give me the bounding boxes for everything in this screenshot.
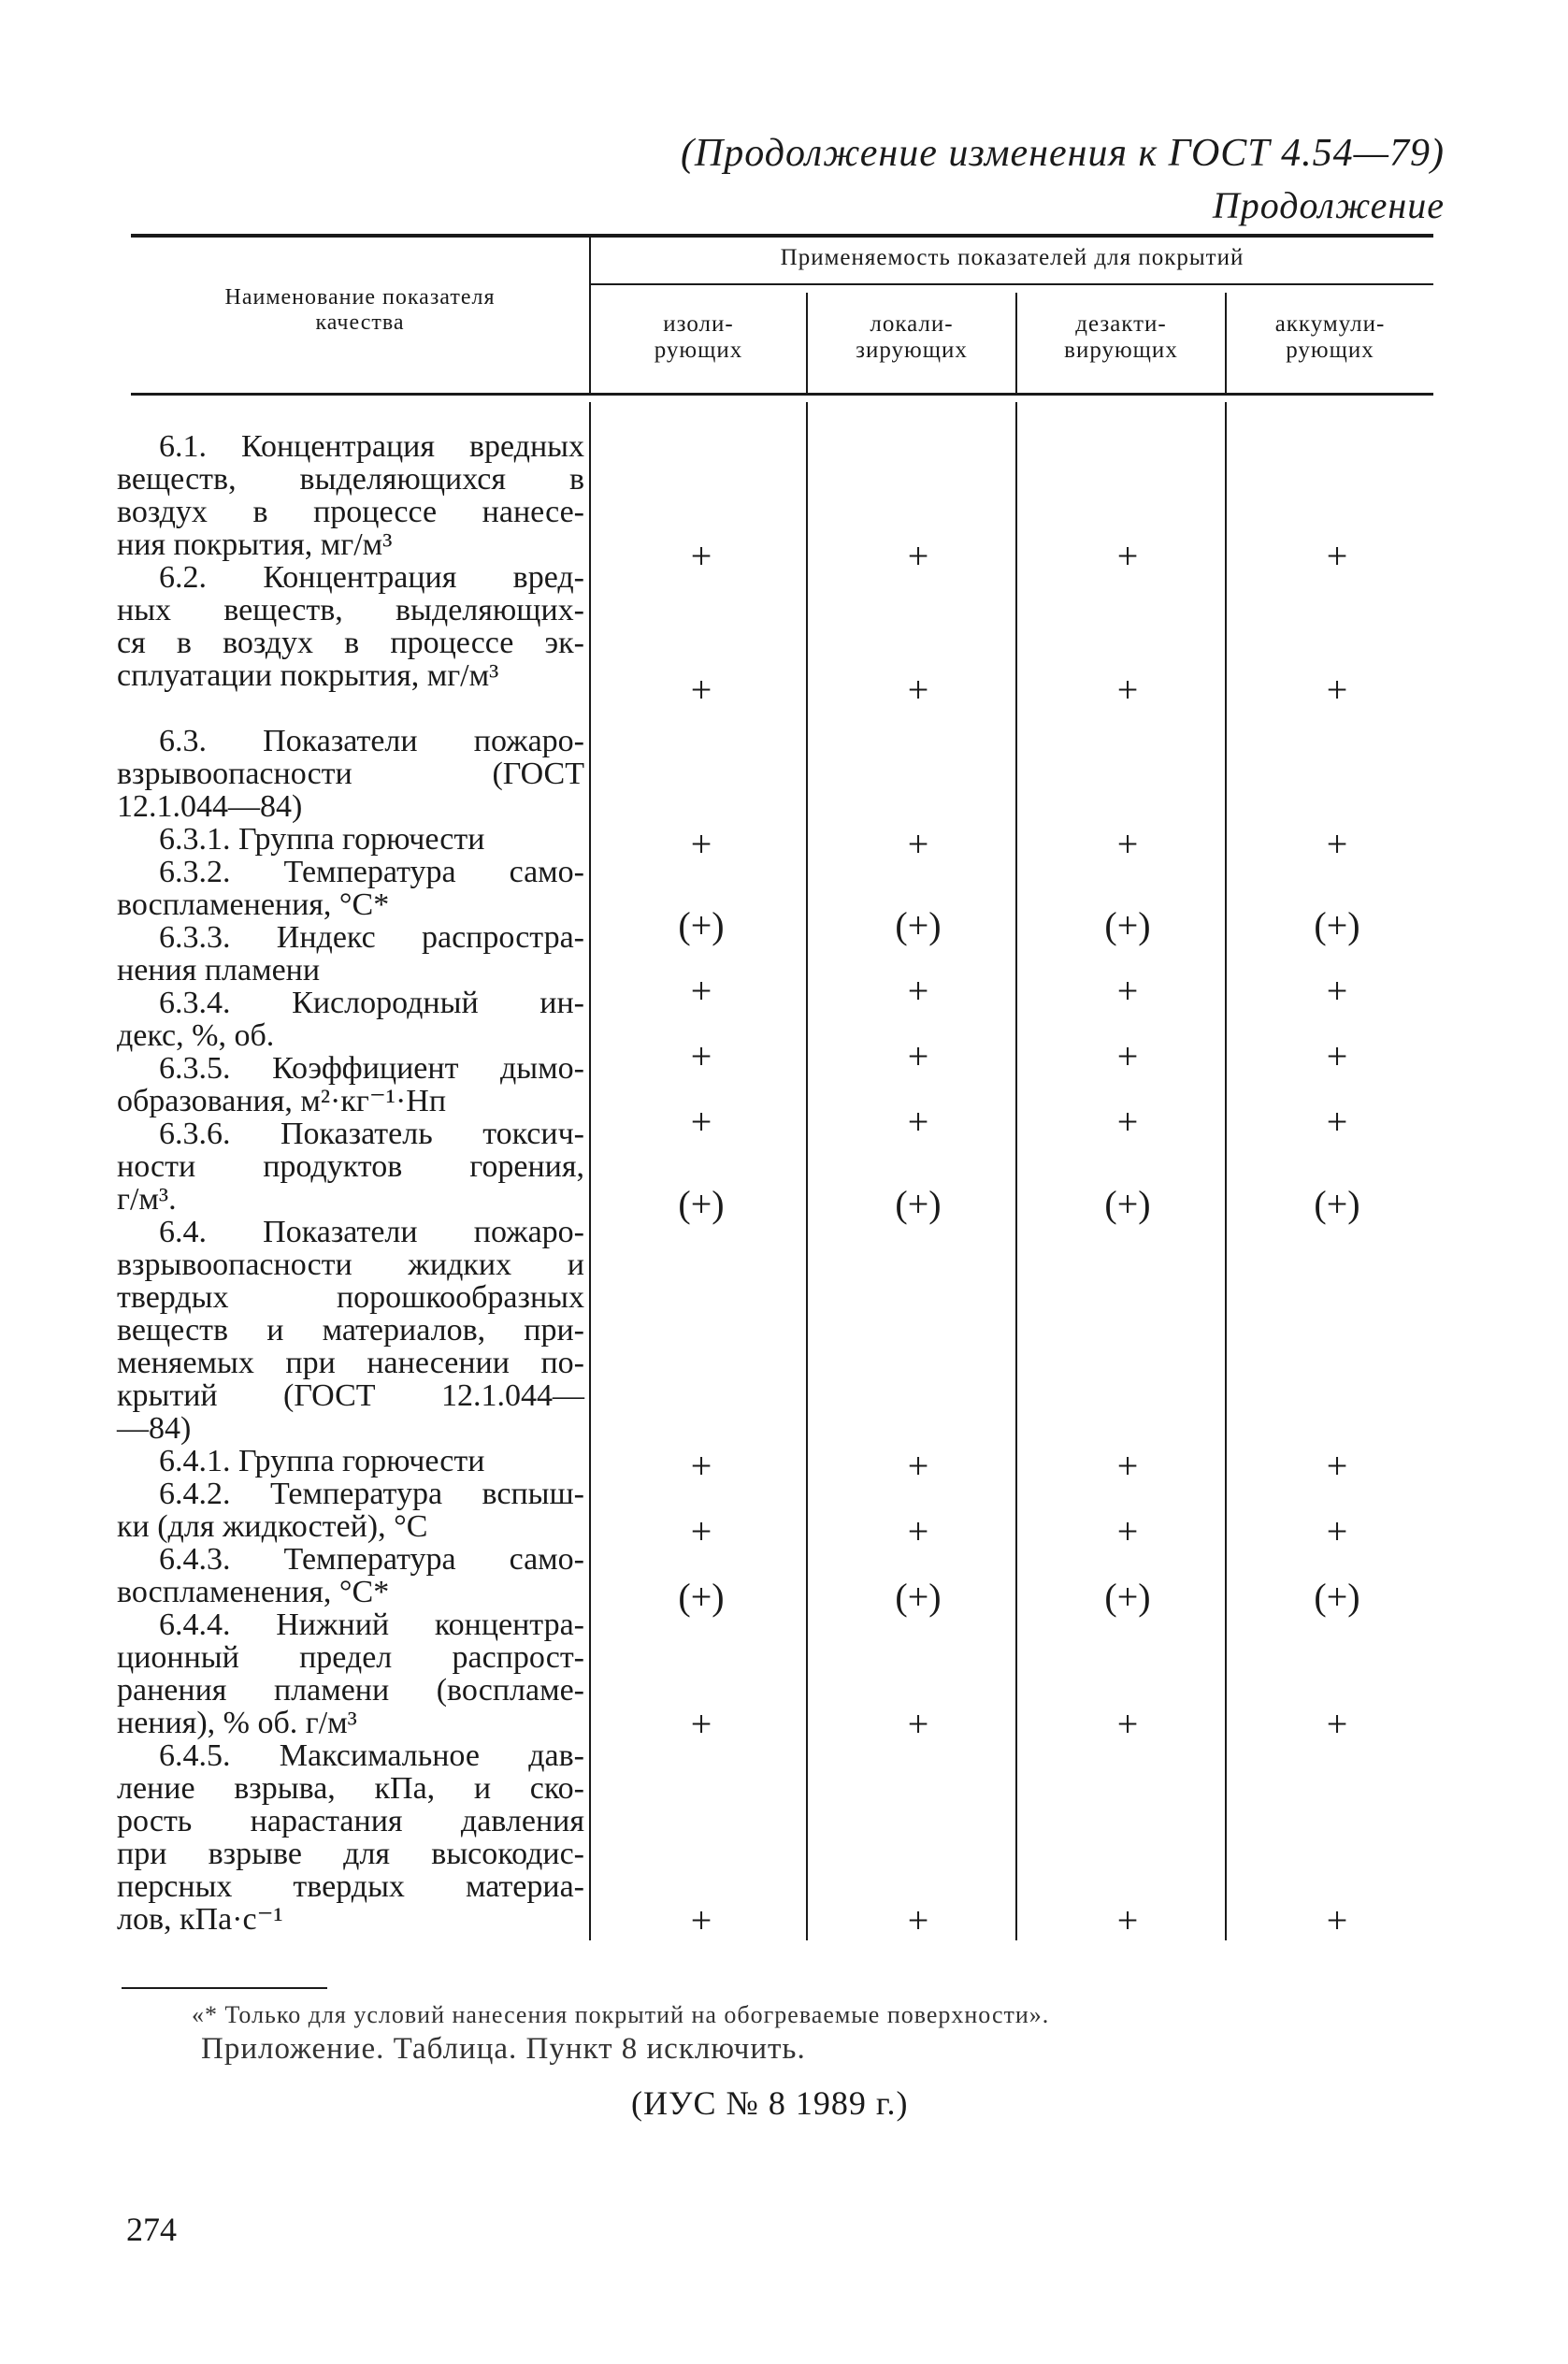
table-row-text-line: ционный предел распрост- [117, 1640, 584, 1675]
table-row-text-line: меняемых при нанесении по- [117, 1346, 584, 1380]
applicability-mark: + [690, 1703, 712, 1745]
table-row-text-line: рость нарастания давления [117, 1804, 584, 1838]
column-header-deactivating [1017, 311, 1225, 364]
table-row-text-line: нения), % об. г/м³ [117, 1706, 357, 1740]
table-row-text-line: 6.1. Концентрация вредных [159, 429, 584, 464]
applicability-mark: (+) [1104, 1182, 1151, 1225]
table-row-text-line: 6.3.5. Коэффициент дымо- [159, 1051, 584, 1086]
column-header-line: локали- [870, 311, 954, 337]
applicability-mark: + [907, 1444, 929, 1487]
applicability-mark: + [1116, 1101, 1139, 1143]
applicability-mark: (+) [1104, 1575, 1151, 1618]
table-row-text-line: г/м³. [117, 1182, 177, 1217]
footnote-rule [122, 1987, 327, 1989]
column-header-accumulating [1227, 311, 1433, 364]
column-header-localizing [808, 311, 1015, 364]
applicability-mark: + [907, 669, 929, 711]
table-row-text-line: воздух в процессе нанесе- [117, 495, 584, 529]
name-header-line: Наименование показателя [224, 285, 496, 310]
applicability-mark: + [907, 1101, 929, 1143]
applicability-mark: + [1326, 1899, 1348, 1941]
applicability-mark: + [690, 822, 712, 865]
column-header-line: зирующих [856, 338, 968, 363]
applicability-mark: (+) [1104, 904, 1151, 946]
table-row-text-line: взрывоопасности жидких и [117, 1247, 584, 1282]
table-row-text-line: ния покрытия, мг/м³ [117, 527, 393, 562]
table-row-text-line: образования, м²·кг⁻¹·Нп [117, 1084, 447, 1118]
applicability-mark: + [1326, 669, 1348, 711]
applicability-mark: + [690, 1899, 712, 1941]
applicability-mark: (+) [895, 1575, 942, 1618]
table-row-text-line: 6.4.1. Группа горючести [159, 1444, 485, 1478]
applicability-mark: + [1116, 822, 1139, 865]
table-row-text-line: взрывоопасности (ГОСТ [117, 757, 584, 791]
table-top-rule [131, 234, 1433, 238]
body-divider-2 [1015, 402, 1017, 1940]
applicability-mark: + [690, 534, 712, 577]
table-row-text-line: ление взрыва, кПа, и ско- [117, 1771, 584, 1806]
continuation-header: (Продолжение изменения к ГОСТ 4.54—79) [680, 132, 1445, 175]
table-row-text-line: при взрыве для высокодис- [117, 1837, 584, 1871]
column-header-line: рующих [654, 338, 743, 363]
applicability-mark: + [1326, 822, 1348, 865]
applicability-mark: + [690, 1509, 712, 1552]
table-row-text-line: ных веществ, выделяющих- [117, 593, 584, 627]
page-number: 274 [126, 2211, 177, 2248]
applicability-mark: + [907, 970, 929, 1012]
table-row-text-line: 6.3.3. Индекс распростра- [159, 920, 584, 955]
table-row-text-line: 6.3.1. Группа горючести [159, 822, 485, 857]
footnote: «* Только для условий нанесения покрытий на обогреваемые поверхности». [192, 2001, 1050, 2028]
table-row-text-line: 6.3.4. Кислородный ин- [159, 986, 584, 1020]
applicability-mark: + [1116, 534, 1139, 577]
applicability-mark: + [907, 1899, 929, 1941]
applicability-mark: + [1326, 1035, 1348, 1077]
applicability-mark: + [1116, 1035, 1139, 1077]
body-divider-name [589, 402, 591, 1940]
table-row-text-line: 6.3.2. Температура само- [159, 855, 584, 889]
applicability-mark: + [1116, 1703, 1139, 1745]
table-row-text-line: ранения пламени (воспламе- [117, 1673, 584, 1708]
applicability-mark: + [1326, 1703, 1348, 1745]
table-row-text-line: 6.4.2. Температура вспыш- [159, 1477, 584, 1511]
applicability-mark: (+) [678, 1575, 725, 1618]
source-reference: (ИУС № 8 1989 г.) [631, 2084, 909, 2122]
name-header-line: качества [315, 310, 405, 335]
applicability-mark: + [907, 1035, 929, 1077]
table-row-text-line: 6.4.4. Нижний концентра- [159, 1607, 584, 1642]
applicability-mark: + [907, 822, 929, 865]
table-row-text-line: 12.1.044—84) [117, 789, 303, 824]
body-divider-3 [1225, 402, 1227, 1940]
table-row-text-line: воспламенения, °С* [117, 1575, 390, 1609]
applicability-mark: + [1326, 970, 1348, 1012]
applicability-mark: (+) [895, 1182, 942, 1225]
table-row-text-line: веществ и материалов, при- [117, 1313, 584, 1348]
table-row-text-line: 6.3. Показатели пожаро- [159, 724, 584, 758]
name-column-header [140, 285, 580, 336]
applicability-mark: + [1116, 970, 1139, 1012]
applicability-mark: + [907, 534, 929, 577]
applicability-mark: + [1326, 1444, 1348, 1487]
column-header-line: дезакти- [1075, 311, 1167, 337]
table-row-text-line: 6.4.5. Максимальное дав- [159, 1738, 584, 1773]
column-header-line: вирующих [1064, 338, 1178, 363]
applicability-mark: + [907, 1509, 929, 1552]
group-header-rule [591, 283, 1433, 285]
table-row-text-line: 6.2. Концентрация вред- [159, 560, 584, 595]
applicability-mark: (+) [1314, 1575, 1360, 1618]
table-row-text-line: воспламенения, °С* [117, 887, 390, 922]
applicability-mark: + [1116, 1444, 1139, 1487]
column-header-line: аккумули- [1274, 311, 1386, 337]
table-row-text-line: сплуатации покрытия, мг/м³ [117, 658, 499, 693]
table-row-text-line: ности продуктов горения, [117, 1149, 584, 1184]
applicability-mark: + [690, 1035, 712, 1077]
applicability-mark: + [690, 1101, 712, 1143]
applicability-mark: + [907, 1703, 929, 1745]
applicability-mark: (+) [895, 904, 942, 946]
applicability-mark: + [1326, 1101, 1348, 1143]
applicability-mark: + [1116, 669, 1139, 711]
table-row-text-line: веществ, выделяющихся в [117, 462, 584, 497]
applicability-mark: + [1326, 534, 1348, 577]
applicability-mark: + [1116, 1899, 1139, 1941]
table-row-text-line: —84) [117, 1411, 192, 1446]
applicability-mark: (+) [678, 1182, 725, 1225]
table-row-text-line: лов, кПа·с⁻¹ [117, 1902, 283, 1937]
body-divider-1 [806, 402, 808, 1940]
column-header-line: рующих [1286, 338, 1374, 363]
applicability-mark: + [690, 669, 712, 711]
table-row-text-line: нения пламени [117, 953, 321, 987]
table-row-text-line: ся в воздух в процессе эк- [117, 626, 584, 660]
applicability-mark: + [690, 1444, 712, 1487]
appendix-note: Приложение. Таблица. Пункт 8 исключить. [201, 2032, 806, 2066]
table-row-text-line: твердых порошкообразных [117, 1280, 584, 1315]
applicability-mark: (+) [678, 904, 725, 946]
applicability-mark: + [1326, 1509, 1348, 1552]
table-header-bottom-rule [131, 393, 1433, 396]
table-row-text-line: персных твердых материа- [117, 1869, 584, 1904]
applicability-mark: (+) [1314, 904, 1360, 946]
applicability-mark: + [690, 970, 712, 1012]
column-header-isolating [591, 311, 806, 364]
table-row-text-line: декс, %, об. [117, 1018, 275, 1053]
applicability-mark: (+) [1314, 1182, 1360, 1225]
table-row-text-line: 6.4. Показатели пожаро- [159, 1215, 584, 1249]
column-header-line: изоли- [663, 311, 734, 337]
continuation-subheader: Продолжение [1212, 184, 1445, 226]
table-row-text-line: 6.4.3. Температура само- [159, 1542, 584, 1577]
table-row-text-line: ки (для жидкостей), °С [117, 1509, 428, 1544]
applicability-group-header: Применяемость показателей для покрытий [780, 245, 1244, 270]
applicability-mark: + [1116, 1509, 1139, 1552]
table-row-text-line: крытий (ГОСТ 12.1.044— [117, 1378, 584, 1413]
table-row-text-line: 6.3.6. Показатель токсич- [159, 1117, 584, 1151]
